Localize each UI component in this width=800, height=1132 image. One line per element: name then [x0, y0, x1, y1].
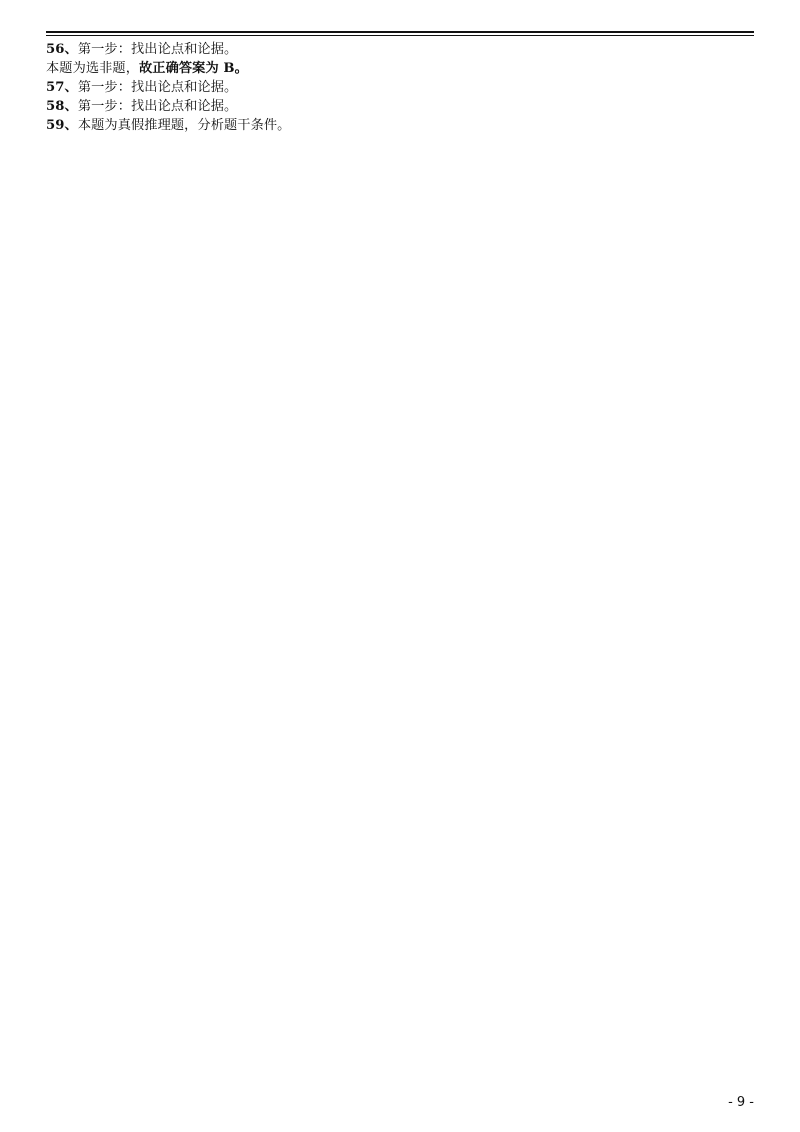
- line-text: 本题为选非题，: [46, 61, 140, 77]
- answer-text: 故正确答案为 B。: [139, 61, 248, 77]
- text-line: [46, 59, 754, 78]
- line-text: 本题为真假推理题，分析题干条件。: [77, 118, 291, 134]
- text-line: [46, 97, 754, 116]
- line-text: 第一步：找出论点和论据。: [77, 99, 238, 115]
- line-text: 第一步：找出论点和论据。: [77, 80, 238, 96]
- question-number: 58、: [46, 99, 78, 115]
- page-number: - 9 -: [728, 1095, 754, 1110]
- question-number: 56、: [46, 42, 78, 57]
- question-number: 57、: [46, 80, 78, 96]
- question-number: 59、: [46, 118, 78, 134]
- header-rule-thin: [46, 35, 754, 36]
- text-line: [46, 78, 754, 97]
- text-line: [46, 40, 754, 59]
- header-rule: [46, 31, 754, 33]
- page-body: [46, 40, 754, 135]
- line-text: 第一步：找出论点和论据。: [77, 42, 238, 57]
- text-line: [46, 116, 754, 135]
